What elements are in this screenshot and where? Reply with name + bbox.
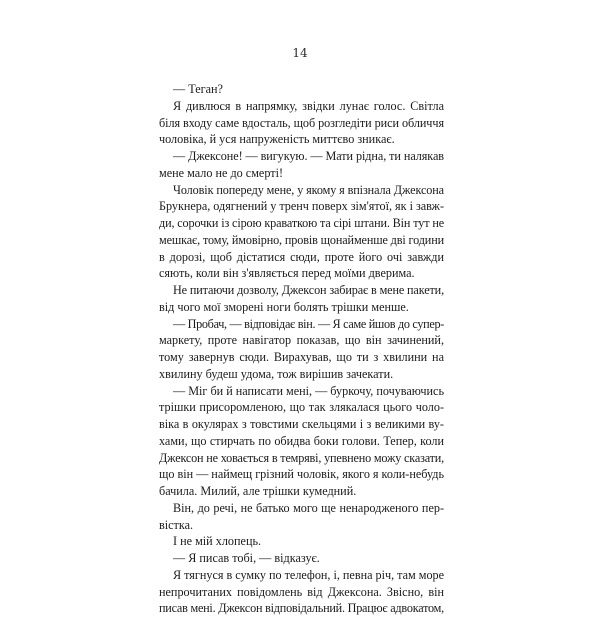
text-line: ди, сорочки із сірою краваткою та сірі штани. Він тут не xyxy=(159,216,444,230)
text-line: Джексон не ховається в темряві, упевнено можу сказати, xyxy=(159,450,444,465)
text-line: Чоловік попереду мене, у якому я впізнала Джексона xyxy=(173,182,444,197)
text-line: писав мені. Джексон відповідальний. Працює адвокатом, xyxy=(159,601,444,616)
text-line: хами, що стирчать по обидва боки голови. Тепер, коли xyxy=(159,433,444,448)
body-text xyxy=(159,81,444,617)
text-line: маркету, проте навігатор показав, що він зачинений, xyxy=(159,333,444,348)
page-number: 14 xyxy=(292,46,308,60)
text-line: сяють, коли він з'являється перед моїми дверима. xyxy=(159,266,415,281)
text-line: — Джексоне! — вигукую. — Мати рідна, ти налякав xyxy=(173,149,444,163)
text-line: чоловіка, й уся напруженість миттєво зникає. xyxy=(159,132,395,147)
text-line: непрочитаних повідомлень від Джексона. Звісно, він xyxy=(159,584,444,599)
text-line: віка в окулярах з товстими скельцями і з великими ву- xyxy=(159,417,444,431)
text-line: — Теган? xyxy=(173,82,223,96)
text-line: Я дивлюся в напрямку, звідки лунає голос. Світла xyxy=(173,98,444,113)
text-line: — Пробач, — відповідає він. — Я саме йшов до супер- xyxy=(173,316,444,331)
text-line: що він — наймещ грізний чоловік, якого я коли-небудь xyxy=(159,467,444,482)
text-line: — Я писав тобі, — відказує. xyxy=(173,551,320,565)
text-line: Брукнера, одягнений у тренч поверх зім'ятої, як і завж- xyxy=(159,199,444,214)
text-line: Він, до речі, не батько мого ще ненародженого пер- xyxy=(173,500,444,515)
text-line: І не мій хлопець. xyxy=(173,534,262,549)
text-line: в дорозі, щоб дістатися сюди, проте його очі завжди xyxy=(159,249,444,264)
text-line: біля входу саме вдосталь, щоб розгледіти риси обличчя xyxy=(159,115,444,130)
text-line: вістка. xyxy=(159,517,194,532)
text-line: Не питаючи дозволу, Джексон забирає в мене пакети, xyxy=(173,283,444,297)
text-line: Я тягнуся в сумку по телефон, і, певна річ, там море xyxy=(173,567,444,582)
text-line: тому завернув сюди. Вирахував, що ти з хвилини на xyxy=(159,350,444,364)
text-line: мешкає, тому, ймовірно, провів щонайменше дві години xyxy=(159,232,444,247)
text-line: хвилину будеш удома, тож вирішив зачекати. xyxy=(159,366,394,381)
text-line: — Міг би й написати мені, — буркочу, почуваючись xyxy=(173,383,444,398)
text-line: трішки присоромленою, що так злякалася цього чоло- xyxy=(159,400,444,415)
text-line: бачила. Милий, але трішки кумедний. xyxy=(159,484,357,498)
text-line: від чого мої зморені ноги болять трішки менше. xyxy=(159,299,409,314)
text-line: мене мало не до смерті! xyxy=(159,165,284,180)
